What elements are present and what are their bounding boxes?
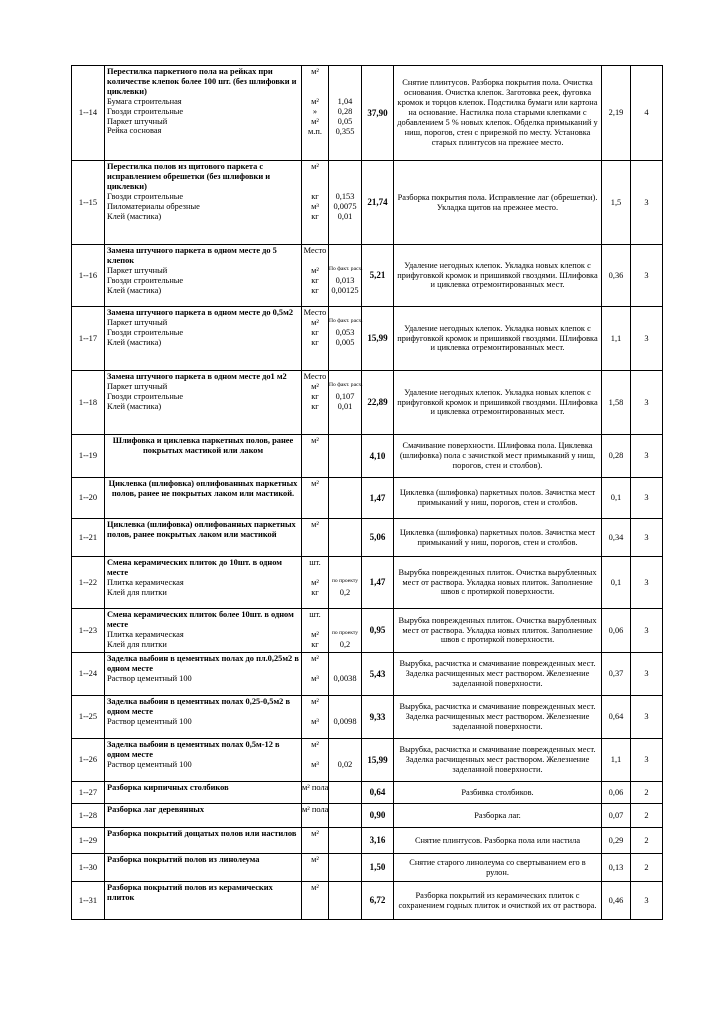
- row-qty: [329, 804, 362, 828]
- row-price: 0,95: [362, 609, 394, 653]
- work-title: Замена штучного паркета в одном месте до 0,5м2: [107, 308, 294, 317]
- row-price: 3,16: [362, 828, 394, 854]
- material-qty: 0,0038: [333, 674, 357, 683]
- work-unit: м²: [311, 697, 319, 706]
- material-unit: кг: [311, 640, 319, 649]
- work-unit: м²: [311, 67, 319, 76]
- work-unit: м²: [311, 654, 319, 663]
- table-row: [72, 854, 663, 882]
- row-description: Разборка лаг.: [394, 804, 602, 828]
- work-unit: м²: [311, 479, 319, 488]
- row-norm: 0,37: [602, 653, 631, 696]
- row-price: 37,90: [362, 66, 394, 161]
- row-unit: [302, 478, 329, 519]
- qty-spacer: [329, 740, 361, 760]
- row-price: 9,33: [362, 696, 394, 739]
- material-qty: по проекту: [331, 630, 359, 636]
- material-qty: 0,153: [335, 192, 355, 201]
- row-norm: 0,07: [602, 804, 631, 828]
- row-qty: [329, 478, 362, 519]
- row-norm: 0,46: [602, 882, 631, 920]
- row-work: [105, 307, 302, 371]
- row-code: 1--27: [72, 782, 105, 804]
- row-qty: [329, 739, 362, 782]
- row-work: [105, 245, 302, 307]
- material-unit: кг: [311, 338, 319, 347]
- table-row: [72, 609, 663, 653]
- material-unit: м²: [311, 266, 319, 275]
- row-code: 1--17: [72, 307, 105, 371]
- row-unit: [302, 782, 329, 804]
- material-name: Гвозди строительные: [107, 327, 184, 337]
- row-price: 21,74: [362, 161, 394, 245]
- row-norm: 0,28: [602, 435, 631, 478]
- qty-spacer: [329, 162, 361, 192]
- work-unit: Место: [303, 308, 327, 317]
- material-qty: 0,00125: [331, 286, 359, 295]
- table-row: [72, 519, 663, 557]
- material-qty: 0,005: [335, 338, 355, 347]
- table-row: [72, 828, 663, 854]
- material-name: Плитка керамическая: [107, 577, 184, 587]
- row-norm: 1,1: [602, 739, 631, 782]
- material-qty: 0,355: [335, 127, 355, 136]
- row-code: 1--14: [72, 66, 105, 161]
- material-qty: 0,0098: [333, 717, 357, 726]
- row-description: Вырубка, расчистка и смачивание поврежденных мест. Заделка расчищенных мест раствором. Железнение заделанной поверхности.: [394, 653, 602, 696]
- material-unit: »: [312, 107, 318, 116]
- work-unit: м²: [311, 740, 319, 749]
- price-table: [71, 65, 663, 920]
- material-name: Гвозди строительные: [107, 191, 184, 201]
- material-qty: По факт. расх.: [329, 382, 363, 388]
- row-work: [105, 828, 302, 854]
- material-name: Раствор цементный 100: [107, 716, 192, 726]
- work-title: Разборка лаг деревянных: [107, 805, 205, 814]
- row-price: 15,99: [362, 307, 394, 371]
- row-code: 1--29: [72, 828, 105, 854]
- row-category: 3: [631, 478, 663, 519]
- row-qty: [329, 519, 362, 557]
- row-code: 1--18: [72, 371, 105, 435]
- work-unit: Место: [303, 246, 327, 255]
- row-unit: [302, 653, 329, 696]
- work-unit: м²: [311, 162, 319, 171]
- work-title: Разборка кирпичных столбиков: [107, 783, 229, 792]
- material-qty: По факт. расх.: [329, 318, 363, 324]
- row-price: 0,90: [362, 804, 394, 828]
- material-name: Гвозди строительные: [107, 106, 184, 116]
- row-price: 6,72: [362, 882, 394, 920]
- work-title: Циклевка (шлифовка) оплифованных паркетных полов, ранее покрытых лаком или мастикой: [107, 520, 296, 539]
- row-norm: 1,58: [602, 371, 631, 435]
- material-qty: 0,0075: [333, 202, 357, 211]
- row-category: 3: [631, 609, 663, 653]
- row-qty: [329, 245, 362, 307]
- table-row: [72, 653, 663, 696]
- row-norm: 2,19: [602, 66, 631, 161]
- row-description: Разборка покрытий из керамических плиток с сохранением годных плиток и очисткой их от раствора.: [394, 882, 602, 920]
- row-description: Вырубка, расчистка и смачивание поврежденных мест. Заделка расчищенных мест раствором. Железнение заделанной поверхности.: [394, 696, 602, 739]
- work-unit: м²: [311, 855, 319, 864]
- row-description: Удаление негодных клепок. Укладка новых клепок с прифуговкой кромок и пришивкой гвоздями. Шлифовка и циклевка отремонтированных мест.: [394, 371, 602, 435]
- row-qty: [329, 782, 362, 804]
- row-category: 3: [631, 557, 663, 609]
- qty-spacer: [329, 372, 361, 382]
- row-unit: [302, 371, 329, 435]
- table-row: [72, 371, 663, 435]
- work-title: Перестилка полов из щитового паркета с исправлением обрешетки (без шлифовки и циклевки): [107, 162, 271, 191]
- work-unit: Место: [303, 372, 327, 381]
- row-unit: [302, 882, 329, 920]
- material-name: Клей (мастика): [107, 211, 162, 221]
- row-norm: 0,64: [602, 696, 631, 739]
- qty-spacer: [329, 308, 361, 318]
- material-unit: м²: [311, 318, 319, 327]
- row-norm: 1,5: [602, 161, 631, 245]
- row-category: 2: [631, 854, 663, 882]
- row-work: [105, 519, 302, 557]
- material-name: Клей для плитки: [107, 639, 167, 649]
- material-qty: 0,2: [339, 588, 351, 597]
- row-norm: 0,29: [602, 828, 631, 854]
- row-norm: 1,1: [602, 307, 631, 371]
- material-name: Паркет штучный: [107, 381, 168, 391]
- work-title: Разборка покрытий полов из линолеума: [107, 855, 260, 864]
- row-unit: [302, 435, 329, 478]
- material-name: Клей (мастика): [107, 401, 162, 411]
- row-unit: [302, 828, 329, 854]
- work-unit: м²: [311, 520, 319, 529]
- work-title: Замена штучного паркета в одном месте до1 м2: [107, 372, 287, 381]
- row-description: Удаление негодных клепок. Укладка новых клепок с прифуговкой кромок и пришивкой гвоздями. Шлифовка и циклевка отремонтированных мест.: [394, 307, 602, 371]
- work-title: Шлифовка и циклевка паркетных полов, ранее покрытых мастикой или лаком: [112, 436, 294, 455]
- material-name: Рейка сосновая: [107, 126, 162, 136]
- row-qty: [329, 696, 362, 739]
- material-unit: кг: [311, 192, 319, 201]
- row-work: [105, 854, 302, 882]
- row-unit: [302, 854, 329, 882]
- table-row: [72, 245, 663, 307]
- material-qty: 0,2: [339, 640, 351, 649]
- row-price: 22,89: [362, 371, 394, 435]
- work-title: Смена керамических плиток более 10шт. в одном месте: [107, 610, 294, 629]
- row-code: 1--16: [72, 245, 105, 307]
- row-unit: [302, 307, 329, 371]
- row-price: 1,50: [362, 854, 394, 882]
- table-row: [72, 739, 663, 782]
- table-row: [72, 882, 663, 920]
- row-code: 1--30: [72, 854, 105, 882]
- row-work: [105, 609, 302, 653]
- material-name: Клей (мастика): [107, 285, 162, 295]
- material-name: Пиломатериалы обрезные: [107, 201, 200, 211]
- row-unit: [302, 804, 329, 828]
- row-category: 3: [631, 739, 663, 782]
- row-price: 1,47: [362, 478, 394, 519]
- row-qty: [329, 371, 362, 435]
- row-code: 1--23: [72, 609, 105, 653]
- row-work: [105, 557, 302, 609]
- row-qty: [329, 828, 362, 854]
- material-qty: 0,02: [337, 760, 353, 769]
- row-code: 1--19: [72, 435, 105, 478]
- qty-spacer: [329, 67, 361, 97]
- table-row: [72, 478, 663, 519]
- row-category: 4: [631, 66, 663, 161]
- material-unit: кг: [311, 212, 319, 221]
- table-row: [72, 66, 663, 161]
- row-work: [105, 478, 302, 519]
- row-norm: 0,34: [602, 519, 631, 557]
- work-title: Разборка покрытий дощатых полов или настилов: [107, 829, 297, 838]
- row-category: 3: [631, 161, 663, 245]
- row-code: 1--24: [72, 653, 105, 696]
- table-row: [72, 307, 663, 371]
- row-qty: [329, 882, 362, 920]
- row-code: 1--20: [72, 478, 105, 519]
- row-unit: [302, 245, 329, 307]
- material-qty: 0,05: [337, 117, 353, 126]
- material-unit: м.п.: [308, 127, 322, 136]
- row-price: 0,64: [362, 782, 394, 804]
- row-work: [105, 66, 302, 161]
- qty-spacer: [329, 610, 361, 630]
- material-unit: кг: [311, 276, 319, 285]
- row-work: [105, 161, 302, 245]
- row-category: 3: [631, 653, 663, 696]
- row-work: [105, 804, 302, 828]
- row-work: [105, 696, 302, 739]
- material-qty: 0,013: [335, 276, 355, 285]
- material-unit: кг: [311, 286, 319, 295]
- row-unit: [302, 161, 329, 245]
- material-unit: кг: [311, 328, 319, 337]
- material-unit: м³: [311, 717, 319, 726]
- material-qty: по проекту: [331, 578, 359, 584]
- row-category: 3: [631, 882, 663, 920]
- row-qty: [329, 557, 362, 609]
- row-unit: [302, 66, 329, 161]
- row-unit: [302, 739, 329, 782]
- qty-spacer: [329, 654, 361, 674]
- row-work: [105, 782, 302, 804]
- work-title: Разборка покрытий полов из керамических плиток: [107, 883, 273, 902]
- row-unit: [302, 609, 329, 653]
- row-norm: 0,1: [602, 478, 631, 519]
- material-qty: 0,107: [335, 392, 355, 401]
- work-title: Заделка выбоин в цементных полах 0,5м-12 в одном месте: [107, 740, 280, 759]
- material-name: Паркет штучный: [107, 116, 168, 126]
- work-unit: м²: [311, 829, 319, 838]
- work-unit: м²: [311, 883, 319, 892]
- row-norm: 0,06: [602, 609, 631, 653]
- material-name: Паркет штучный: [107, 265, 168, 275]
- material-unit: м³: [311, 202, 319, 211]
- row-category: 3: [631, 245, 663, 307]
- qty-spacer: [329, 697, 361, 717]
- row-price: 5,21: [362, 245, 394, 307]
- qty-spacer: [329, 246, 361, 266]
- row-category: 3: [631, 435, 663, 478]
- work-unit: м² пола: [302, 783, 329, 792]
- row-code: 1--25: [72, 696, 105, 739]
- material-name: Клей (мастика): [107, 337, 162, 347]
- row-category: 3: [631, 371, 663, 435]
- work-unit: шт.: [309, 558, 321, 567]
- row-description: Удаление негодных клепок. Укладка новых клепок с прифуговкой кромок и пришивкой гвоздями. Шлифовка и циклевка отремонтированных мест.: [394, 245, 602, 307]
- row-work: [105, 882, 302, 920]
- row-category: 2: [631, 804, 663, 828]
- row-description: Разбивка столбиков.: [394, 782, 602, 804]
- row-price: 5,06: [362, 519, 394, 557]
- material-unit: кг: [311, 588, 319, 597]
- row-work: [105, 739, 302, 782]
- row-category: 2: [631, 782, 663, 804]
- material-name: Гвозди строительные: [107, 391, 184, 401]
- row-unit: [302, 557, 329, 609]
- material-unit: кг: [311, 392, 319, 401]
- row-unit: [302, 696, 329, 739]
- material-unit: м³: [311, 674, 319, 683]
- row-description: Вырубка поврежденных плиток. Очистка вырубленных мест от раствора. Укладка новых плиток. Заполнение швов с протиркой поверхности.: [394, 609, 602, 653]
- row-code: 1--15: [72, 161, 105, 245]
- material-name: Плитка керамическая: [107, 629, 184, 639]
- row-category: 3: [631, 519, 663, 557]
- material-qty: По факт. расх.: [329, 266, 363, 272]
- row-qty: [329, 653, 362, 696]
- material-qty: 0,053: [335, 328, 355, 337]
- row-qty: [329, 609, 362, 653]
- row-qty: [329, 66, 362, 161]
- table-row: [72, 696, 663, 739]
- row-category: 3: [631, 696, 663, 739]
- row-price: 1,47: [362, 557, 394, 609]
- work-title: Циклевка (шлифовка) оплифованных паркетных полов, ранее не покрытых лаком или мастикой.: [108, 479, 298, 498]
- table-row: [72, 782, 663, 804]
- row-norm: 0,06: [602, 782, 631, 804]
- row-qty: [329, 307, 362, 371]
- row-work: [105, 371, 302, 435]
- material-qty: 0,01: [337, 212, 353, 221]
- work-title: Перестилка паркетного пола на рейках при количестве клепок более 100 шт. (без шлифовки и циклевки): [107, 67, 297, 96]
- material-qty: 0,01: [337, 402, 353, 411]
- material-unit: м²: [311, 630, 319, 639]
- row-description: Циклевка (шлифовка) паркетных полов. Зачистка мест примыканий у ниш, порогов, стен и столбов.: [394, 519, 602, 557]
- row-description: Снятие плинтусов. Разборка пола или настила: [394, 828, 602, 854]
- row-work: [105, 653, 302, 696]
- material-qty: 0,28: [337, 107, 353, 116]
- table-row: [72, 557, 663, 609]
- material-name: Раствор цементный 100: [107, 673, 192, 683]
- row-work: [105, 435, 302, 478]
- material-qty: 1,04: [337, 97, 353, 106]
- row-price: 4,10: [362, 435, 394, 478]
- row-code: 1--31: [72, 882, 105, 920]
- material-name: Бумага строительная: [107, 96, 182, 106]
- work-title: Замена штучного паркета в одном месте до 5 клепок: [107, 246, 277, 265]
- material-unit: кг: [311, 402, 319, 411]
- work-unit: шт.: [309, 610, 321, 619]
- row-norm: 0,13: [602, 854, 631, 882]
- row-norm: 0,1: [602, 557, 631, 609]
- work-unit: м²: [311, 436, 319, 445]
- work-title: Смена керамических плиток до 10шт. в одном месте: [107, 558, 282, 577]
- qty-spacer: [329, 558, 361, 578]
- material-name: Паркет штучный: [107, 317, 168, 327]
- row-description: Смачивание поверхности. Шлифовка пола. Циклевка (шлифовка) пола с зачисткой мест примыканий у ниш, порогов, стен и столбов).: [394, 435, 602, 478]
- row-description: Снятие старого линолеума со свертыванием его в рулон.: [394, 854, 602, 882]
- row-category: 2: [631, 828, 663, 854]
- material-name: Гвозди строительные: [107, 275, 184, 285]
- work-title: Заделка выбоин в цементных полах 0,25-0,5м2 в одном месте: [107, 697, 290, 716]
- row-norm: 0,36: [602, 245, 631, 307]
- table-row: [72, 435, 663, 478]
- material-unit: м²: [311, 97, 319, 106]
- row-code: 1--26: [72, 739, 105, 782]
- row-price: 5,43: [362, 653, 394, 696]
- row-qty: [329, 161, 362, 245]
- material-name: Раствор цементный 100: [107, 759, 192, 769]
- material-unit: м²: [311, 578, 319, 587]
- row-description: Снятие плинтусов. Разборка покрытия пола. Очистка основания. Очистка клепок. Заготовка реек, фуговка кромок и торцов клепок. Подстилка бумаги или картона на основание. Настилка пола старыми клепками с добавлением 5 % новых клепок. Обделка примыканий у ниш, порогов, стен с прирезкой по месту. Установка старых плинтусов на прежнее место.: [394, 66, 602, 161]
- row-qty: [329, 435, 362, 478]
- table-row: [72, 161, 663, 245]
- row-description: Разборка покрытия пола. Исправление лаг (обрешетки). Укладка щитов на прежнее место.: [394, 161, 602, 245]
- table-row: [72, 804, 663, 828]
- row-description: Циклевка (шлифовка) паркетных полов. Зачистка мест примыканий у ниш, порогов, стен и столбов.: [394, 478, 602, 519]
- row-qty: [329, 854, 362, 882]
- row-code: 1--28: [72, 804, 105, 828]
- row-unit: [302, 519, 329, 557]
- work-unit: м² пола: [302, 805, 329, 814]
- material-name: Клей для плитки: [107, 587, 167, 597]
- row-description: Вырубка, расчистка и смачивание поврежденных мест. Заделка расчищенных мест раствором. Железнение заделанной поверхности.: [394, 739, 602, 782]
- row-description: Вырубка поврежденных плиток. Очистка вырубленных мест от раствора. Укладка новых плиток. Заполнение швов с протиркой поверхности.: [394, 557, 602, 609]
- row-code: 1--22: [72, 557, 105, 609]
- work-title: Заделка выбоин в цементных полах до пл.0,25м2 в одном месте: [107, 654, 299, 673]
- row-category: 3: [631, 307, 663, 371]
- row-price: 15,99: [362, 739, 394, 782]
- row-code: 1--21: [72, 519, 105, 557]
- material-unit: м²: [311, 382, 319, 391]
- material-unit: м²: [311, 117, 319, 126]
- material-unit: м³: [311, 760, 319, 769]
